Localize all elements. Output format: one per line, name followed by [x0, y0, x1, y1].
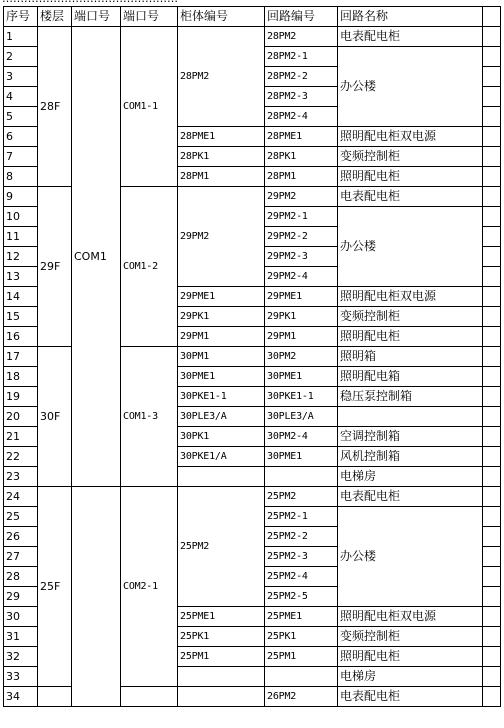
cell-index: 1: [4, 27, 38, 47]
cell-index: 21: [4, 427, 38, 447]
cell-cabinet: 30PKE1-1: [178, 387, 265, 407]
cell-index: 11: [4, 227, 38, 247]
cell-port: [72, 487, 121, 707]
cell-loop-name: 风机控制箱: [338, 447, 483, 467]
cell-index: 8: [4, 167, 38, 187]
cell-loop-name: 变频控制柜: [338, 147, 483, 167]
cell-index: 32: [4, 647, 38, 667]
table-row: [4, 487, 501, 507]
cell-loop-code: 25PM2-1: [265, 507, 338, 527]
cell-cabinet: 25PM2: [178, 487, 265, 607]
cell-cabinet: 25PME1: [178, 607, 265, 627]
cell-loop-code: 29PM1: [265, 327, 338, 347]
cell-loop-name: 变频控制柜: [338, 307, 483, 327]
cell-index: 23: [4, 467, 38, 487]
cell-floor: 29F: [38, 187, 72, 347]
cell-loop-code: [265, 667, 338, 687]
cell-extra: [483, 347, 501, 367]
cell-loop-code: 26PM2: [265, 687, 338, 707]
header-port-sub: 端口号: [121, 7, 178, 27]
cell-extra: [483, 387, 501, 407]
cell-loop-code: 30PME1: [265, 447, 338, 467]
cell-loop-code: 25PM2-2: [265, 527, 338, 547]
cell-extra: [483, 367, 501, 387]
cell-loop-code: 30PKE1-1: [265, 387, 338, 407]
cell-loop-code: 30PME1: [265, 367, 338, 387]
cell-cabinet: 29PM2: [178, 187, 265, 287]
cell-loop-code: 25PME1: [265, 607, 338, 627]
cell-cabinet: 30PKE1/A: [178, 447, 265, 467]
cell-loop-name: 办公楼: [338, 47, 483, 127]
cell-extra: [483, 247, 501, 267]
cell-loop-name: 电表配电柜: [338, 187, 483, 207]
cell-loop-code: 25PM2-4: [265, 567, 338, 587]
cell-index: 17: [4, 347, 38, 367]
cell-cabinet: 30PLE3/A: [178, 407, 265, 427]
top-note: [2, 0, 178, 5]
cell-floor: 30F: [38, 347, 72, 487]
cell-cabinet: 25PK1: [178, 627, 265, 647]
header-loop-code: 回路编号: [265, 7, 338, 27]
cell-cabinet: [178, 687, 265, 707]
cell-loop-name: 办公楼: [338, 507, 483, 607]
cell-extra: [483, 207, 501, 227]
cell-extra: [483, 267, 501, 287]
cell-port-sub: COM1-1: [121, 27, 178, 187]
cell-port-sub: COM1-3: [121, 347, 178, 487]
cell-index: 4: [4, 87, 38, 107]
cell-floor: [38, 687, 72, 707]
cell-index: 34: [4, 687, 38, 707]
cell-extra: [483, 687, 501, 707]
cell-cabinet: 25PM1: [178, 647, 265, 667]
cell-floor: 25F: [38, 487, 72, 687]
cell-cabinet: 28PME1: [178, 127, 265, 147]
cell-extra: [483, 167, 501, 187]
cell-index: 5: [4, 107, 38, 127]
cell-loop-name: 办公楼: [338, 207, 483, 287]
cell-cabinet: 28PM1: [178, 167, 265, 187]
cell-loop-code: 25PK1: [265, 627, 338, 647]
cell-index: 25: [4, 507, 38, 527]
cell-loop-code: 28PM2: [265, 27, 338, 47]
cell-extra: [483, 187, 501, 207]
cell-loop-name: 电梯房: [338, 667, 483, 687]
cell-loop-name: 照明配电柜双电源: [338, 287, 483, 307]
cell-loop-code: [265, 467, 338, 487]
circuit-table: [3, 6, 501, 707]
cell-loop-name: 稳压泵控制箱: [338, 387, 483, 407]
cell-loop-code: 28PK1: [265, 147, 338, 167]
table-row: [4, 27, 501, 47]
cell-index: 15: [4, 307, 38, 327]
cell-index: 2: [4, 47, 38, 67]
header-extra: [483, 7, 501, 27]
cell-index: 14: [4, 287, 38, 307]
cell-loop-code: 28PM1: [265, 167, 338, 187]
cell-index: 22: [4, 447, 38, 467]
cell-loop-name: 电表配电柜: [338, 27, 483, 47]
cell-extra: [483, 667, 501, 687]
header-loop-name: 回路名称: [338, 7, 483, 27]
cell-index: 6: [4, 127, 38, 147]
cell-loop-code: 29PM2-1: [265, 207, 338, 227]
cell-extra: [483, 147, 501, 167]
cell-index: 19: [4, 387, 38, 407]
cell-index: 33: [4, 667, 38, 687]
cell-cabinet: [178, 467, 265, 487]
cell-loop-name: 照明箱: [338, 347, 483, 367]
cell-extra: [483, 467, 501, 487]
cell-loop-code: 29PME1: [265, 287, 338, 307]
cell-index: 26: [4, 527, 38, 547]
cell-loop-code: 30PM2: [265, 347, 338, 367]
cell-loop-name: 照明配电柜: [338, 647, 483, 667]
cell-port-sub: COM1-2: [121, 187, 178, 347]
cell-loop-name: 照明配电柜: [338, 167, 483, 187]
cell-index: 27: [4, 547, 38, 567]
cell-extra: [483, 587, 501, 607]
cell-loop-name: 照明配电柜双电源: [338, 127, 483, 147]
cell-index: 12: [4, 247, 38, 267]
header-row: [4, 7, 501, 27]
cell-loop-code: 28PME1: [265, 127, 338, 147]
cell-cabinet: 30PK1: [178, 427, 265, 447]
cell-floor: 28F: [38, 27, 72, 187]
cell-loop-code: 25PM2: [265, 487, 338, 507]
cell-loop-name: 空调控制箱: [338, 427, 483, 447]
cell-index: 18: [4, 367, 38, 387]
cell-index: 16: [4, 327, 38, 347]
cell-extra: [483, 627, 501, 647]
cell-extra: [483, 127, 501, 147]
cell-loop-code: 28PM2-2: [265, 67, 338, 87]
cell-cabinet: 28PK1: [178, 147, 265, 167]
cell-extra: [483, 487, 501, 507]
cell-port: COM1: [72, 27, 121, 487]
cell-extra: [483, 527, 501, 547]
cell-extra: [483, 27, 501, 47]
cell-extra: [483, 507, 501, 527]
cell-loop-name: 照明配电柜双电源: [338, 607, 483, 627]
cell-extra: [483, 47, 501, 67]
cell-loop-name: 照明配电柜: [338, 327, 483, 347]
cell-index: 29: [4, 587, 38, 607]
cell-extra: [483, 67, 501, 87]
cell-loop-code: 28PM2-4: [265, 107, 338, 127]
cell-index: 30: [4, 607, 38, 627]
header-port: 端口号: [72, 7, 121, 27]
cell-index: 13: [4, 267, 38, 287]
cell-cabinet: [178, 667, 265, 687]
cell-cabinet: 30PME1: [178, 367, 265, 387]
cell-loop-code: 30PM2-4: [265, 427, 338, 447]
cell-index: 20: [4, 407, 38, 427]
cell-loop-code: 25PM2-5: [265, 587, 338, 607]
cell-loop-code: 29PM2-3: [265, 247, 338, 267]
cell-loop-code: 29PM2-4: [265, 267, 338, 287]
cell-port-sub: [121, 687, 178, 707]
cell-cabinet: 29PM1: [178, 327, 265, 347]
cell-loop-name: [338, 407, 483, 427]
cell-extra: [483, 567, 501, 587]
cell-loop-code: 28PM2-1: [265, 47, 338, 67]
cell-index: 24: [4, 487, 38, 507]
cell-extra: [483, 227, 501, 247]
cell-extra: [483, 427, 501, 447]
cell-extra: [483, 547, 501, 567]
cell-index: 9: [4, 187, 38, 207]
header-floor: 楼层: [38, 7, 72, 27]
cell-index: 3: [4, 67, 38, 87]
cell-cabinet: 30PM1: [178, 347, 265, 367]
cell-extra: [483, 307, 501, 327]
cell-index: 31: [4, 627, 38, 647]
cell-extra: [483, 407, 501, 427]
cell-extra: [483, 447, 501, 467]
cell-loop-name: 电表配电柜: [338, 487, 483, 507]
cell-loop-name: 电梯房: [338, 467, 483, 487]
cell-loop-code: 29PM2: [265, 187, 338, 207]
cell-extra: [483, 287, 501, 307]
cell-cabinet: 28PM2: [178, 27, 265, 127]
cell-extra: [483, 87, 501, 107]
cell-extra: [483, 607, 501, 627]
cell-loop-code: 28PM2-3: [265, 87, 338, 107]
cell-cabinet: 29PME1: [178, 287, 265, 307]
cell-extra: [483, 107, 501, 127]
cell-loop-name: 照明配电箱: [338, 367, 483, 387]
cell-index: 7: [4, 147, 38, 167]
cell-extra: [483, 327, 501, 347]
cell-index: 10: [4, 207, 38, 227]
cell-cabinet: 29PK1: [178, 307, 265, 327]
cell-index: 28: [4, 567, 38, 587]
cell-loop-code: 30PLE3/A: [265, 407, 338, 427]
cell-port-sub: COM2-1: [121, 487, 178, 687]
cell-loop-code: 25PM2-3: [265, 547, 338, 567]
cell-loop-code: 25PM1: [265, 647, 338, 667]
cell-loop-code: 29PK1: [265, 307, 338, 327]
header-cabinet: 柜体编号: [178, 7, 265, 27]
header-index: 序号: [4, 7, 38, 27]
cell-extra: [483, 647, 501, 667]
cell-loop-name: 变频控制柜: [338, 627, 483, 647]
cell-loop-name: 电表配电柜: [338, 687, 483, 707]
cell-loop-code: 29PM2-2: [265, 227, 338, 247]
